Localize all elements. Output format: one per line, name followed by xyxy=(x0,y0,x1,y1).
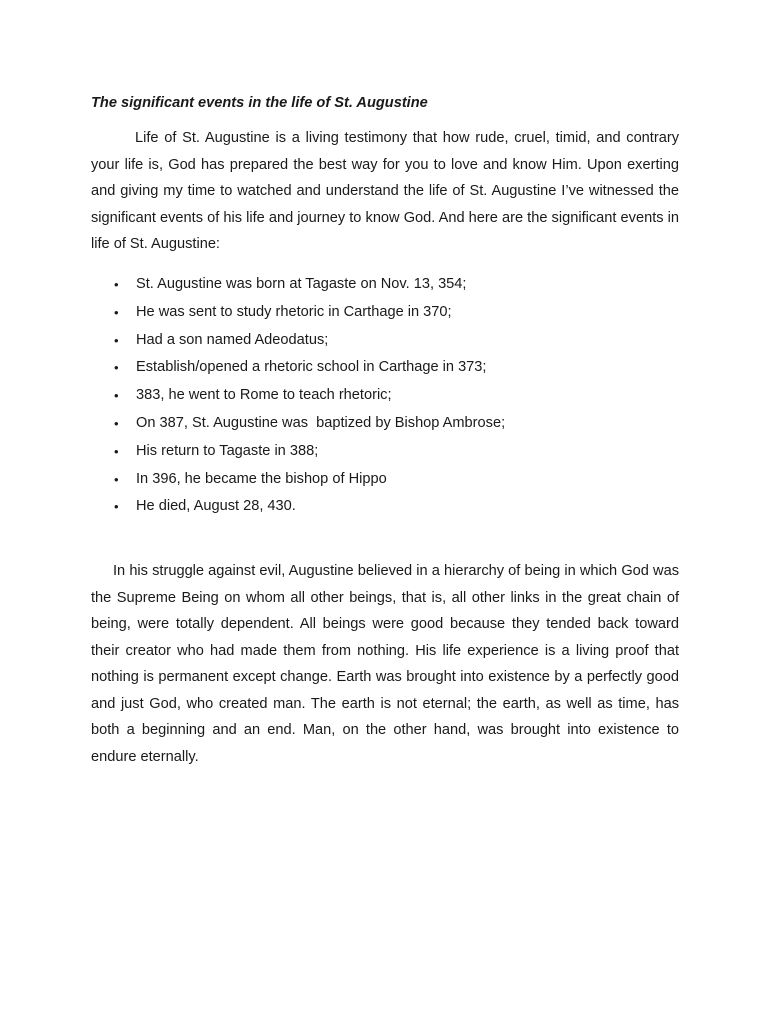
event-text: In 396, he became the bishop of Hippo xyxy=(136,470,387,487)
event-text: He died, August 28, 430. xyxy=(136,498,296,515)
bullet-icon: • xyxy=(114,360,119,376)
bullet-icon: • xyxy=(114,388,119,404)
list-item xyxy=(91,382,679,410)
list-item xyxy=(91,493,679,521)
bullet-icon: • xyxy=(114,471,119,487)
event-text: His return to Tagaste in 388; xyxy=(136,442,319,459)
bullet-icon: • xyxy=(114,332,119,348)
closing-paragraph: In his struggle against evil, Augustine believed in a hierarchy of being in which God was the Supreme Being on whom all other beings, that is, all other links in the great chain of being, were totally dependent. All beings were good because they tended back toward their creator who had made them from nothing. His life experience is a living proof that nothing is permanent except change. Earth was brought into existence by a perfectly good and just God, who created man. The earth is not eternal; the earth, as well as time, has both a beginning and an end. Man, on the other hand, was brought into existence to endure eternally. xyxy=(91,563,679,765)
list-item xyxy=(91,299,679,327)
list-item xyxy=(91,466,679,494)
event-text: Had a son named Adeodatus; xyxy=(136,331,329,348)
event-text: 383, he went to Rome to teach rhetoric; xyxy=(136,387,392,404)
event-text: On 387, St. Augustine was baptized by Bishop Ambrose; xyxy=(136,414,506,431)
event-text: St. Augustine was born at Tagaste on Nov. 13, 354; xyxy=(136,276,467,292)
bullet-icon: • xyxy=(114,277,119,292)
intro-paragraph: Life of St. Augustine is a living testimony that how rude, cruel, timid, and contrary your life is, God has prepared the best way for you to love and know Him. Upon exerting and giving my time to watched and understand the life of St. Augustine I’ve witnessed the significant events of his life and journey to know God. And here are the significant events in life of St. Augustine: xyxy=(91,130,679,252)
bullet-icon: • xyxy=(114,415,119,431)
list-item xyxy=(91,410,679,438)
bullet-icon: • xyxy=(114,304,119,320)
list-item xyxy=(91,354,679,382)
list-item xyxy=(91,327,679,355)
bullet-icon: • xyxy=(114,443,119,459)
document-title: The significant events in the life of St. Augustine xyxy=(91,95,428,111)
bullet-icon: • xyxy=(114,499,119,515)
list-item xyxy=(91,271,679,299)
event-text: Establish/opened a rhetoric school in Carthage in 373; xyxy=(136,359,487,376)
event-text: He was sent to study rhetoric in Carthage in 370; xyxy=(136,303,452,320)
events-list xyxy=(91,271,679,521)
list-item xyxy=(91,438,679,466)
